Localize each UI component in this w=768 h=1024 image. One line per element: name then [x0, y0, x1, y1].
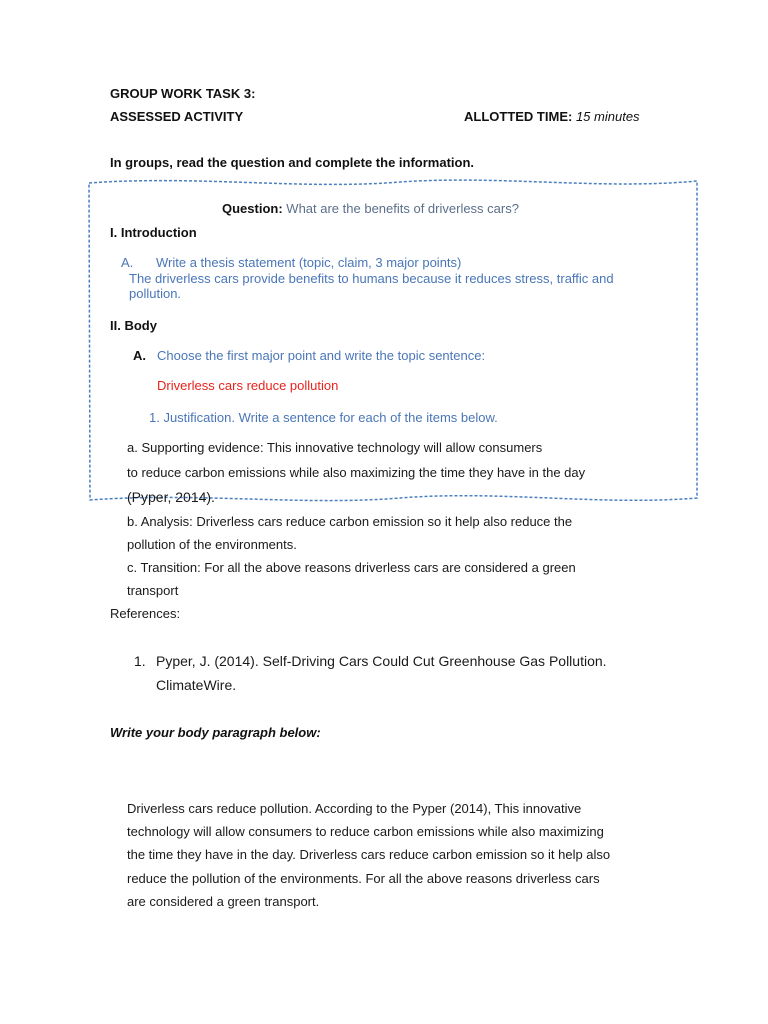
body-marker: A. [133, 348, 146, 363]
allotted-time-label: ALLOTTED TIME: [464, 109, 573, 124]
thesis-answer-line1: The driverless cars provide benefits to humans because it reduces stress, traffic and [129, 271, 614, 286]
references-heading: References: [110, 606, 181, 621]
question-text: What are the benefits of driverless cars? [286, 201, 519, 216]
supporting-evidence-line2: to reduce carbon emissions while also maximizing the time they have in the day [127, 465, 586, 480]
instruction-text: In groups, read the question and complete the information. [110, 155, 475, 170]
transition-line1: c. Transition: For all the above reasons driverless cars are considered a green [127, 560, 576, 575]
thesis-answer-line2: pollution. [129, 286, 182, 301]
justification-prompt: 1. Justification. Write a sentence for each of the items below. [149, 410, 498, 425]
body-paragraph-line: Driverless cars reduce pollution. According to the Pyper (2014), This innovative [127, 801, 582, 816]
thesis-prompt: Write a thesis statement (topic, claim, 3 major points) [156, 255, 462, 270]
body-paragraph-line: are considered a green transport. [127, 894, 320, 909]
activity-label: ASSESSED ACTIVITY [110, 109, 244, 124]
introduction-marker: A. [121, 255, 134, 270]
introduction-heading: I. Introduction [110, 225, 197, 240]
topic-sentence: Driverless cars reduce pollution [157, 378, 339, 393]
reference-number: 1. [134, 653, 146, 669]
topic-prompt: Choose the first major point and write the topic sentence: [157, 348, 486, 363]
body-paragraph-heading: Write your body paragraph below: [110, 725, 321, 740]
reference-line1: Pyper, J. (2014). Self-Driving Cars Could Cut Greenhouse Gas Pollution. [156, 653, 607, 669]
supporting-evidence-line3: (Pyper, 2014). [127, 489, 215, 505]
question-line [222, 201, 519, 216]
body-paragraph-line: reduce the pollution of the environments. For all the above reasons driverless cars [127, 871, 600, 886]
supporting-evidence-line1: a. Supporting evidence: This innovative technology will allow consumers [127, 440, 543, 455]
task-title: GROUP WORK TASK 3: [110, 86, 256, 101]
body-paragraph-line: technology will allow consumers to reduce carbon emissions while also maximizing [127, 824, 604, 839]
allotted-time-value: 15 minutes [575, 109, 640, 124]
body-heading: II. Body [110, 318, 157, 333]
body-paragraph-line: the time they have in the day. Driverless cars reduce carbon emission so it help also [127, 847, 611, 862]
allotted-time [464, 109, 640, 124]
transition-line2: transport [127, 583, 179, 598]
reference-line2: ClimateWire. [156, 677, 237, 693]
question-label: Question: [222, 201, 283, 216]
analysis-line1: b. Analysis: Driverless cars reduce carbon emission so it help also reduce the [127, 514, 573, 529]
analysis-line2: pollution of the environments. [127, 537, 297, 552]
